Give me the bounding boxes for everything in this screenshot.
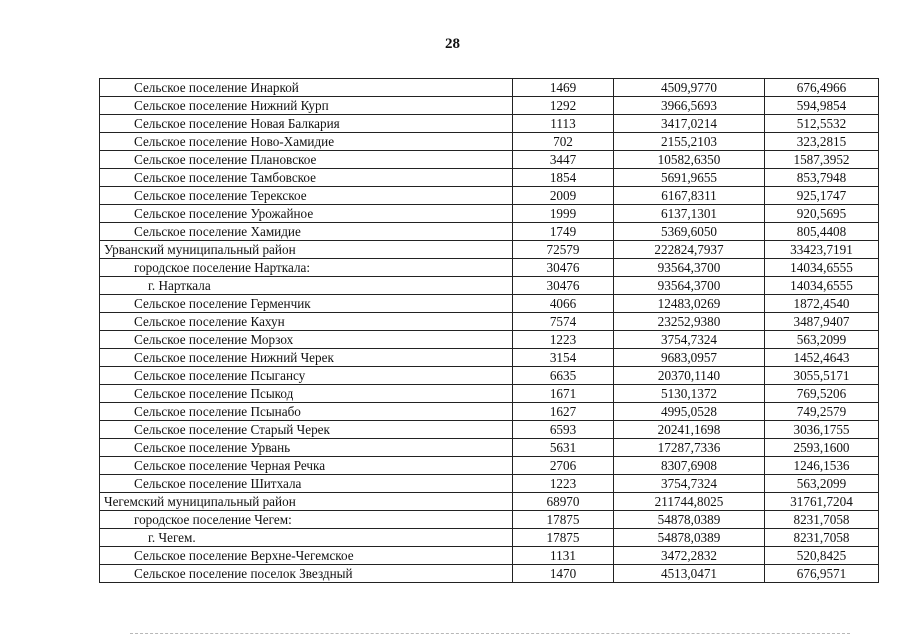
row-value-1-cell: 4513,0471 — [614, 565, 765, 583]
table-row — [100, 421, 879, 439]
table-row — [100, 331, 879, 349]
row-value-2-cell: 520,8425 — [765, 547, 879, 565]
row-value-1-cell: 54878,0389 — [614, 511, 765, 529]
row-name-cell: Сельское поселение Шитхала — [100, 475, 513, 493]
row-name-cell: Сельское поселение Псыкод — [100, 385, 513, 403]
table-row — [100, 385, 879, 403]
row-value-1-cell: 5691,9655 — [614, 169, 765, 187]
row-value-2-cell: 1452,4643 — [765, 349, 879, 367]
allocation-table — [99, 78, 879, 583]
row-value-1-cell: 211744,8025 — [614, 493, 765, 511]
row-name-cell: г. Нарткала — [100, 277, 513, 295]
row-value-2-cell: 676,9571 — [765, 565, 879, 583]
row-name-cell: Сельское поселение Инаркой — [100, 79, 513, 97]
row-population-cell: 1671 — [513, 385, 614, 403]
table-row — [100, 169, 879, 187]
row-population-cell: 17875 — [513, 511, 614, 529]
row-value-2-cell: 920,5695 — [765, 205, 879, 223]
row-value-1-cell: 4995,0528 — [614, 403, 765, 421]
row-value-1-cell: 6137,1301 — [614, 205, 765, 223]
row-name-cell: Чегемский муниципальный район — [100, 493, 513, 511]
row-value-2-cell: 8231,7058 — [765, 529, 879, 547]
row-name-cell: Сельское поселение Урвань — [100, 439, 513, 457]
row-value-2-cell: 563,2099 — [765, 475, 879, 493]
table-row — [100, 565, 879, 583]
row-population-cell: 72579 — [513, 241, 614, 259]
row-value-2-cell: 512,5532 — [765, 115, 879, 133]
table-row — [100, 547, 879, 565]
row-value-1-cell: 3754,7324 — [614, 331, 765, 349]
row-population-cell: 702 — [513, 133, 614, 151]
row-name-cell: Сельское поселение Нижний Черек — [100, 349, 513, 367]
row-name-cell: Сельское поселение Верхне-Чегемское — [100, 547, 513, 565]
table-row — [100, 511, 879, 529]
row-value-2-cell: 323,2815 — [765, 133, 879, 151]
row-value-2-cell: 594,9854 — [765, 97, 879, 115]
row-value-2-cell: 3055,5171 — [765, 367, 879, 385]
row-population-cell: 3154 — [513, 349, 614, 367]
row-value-1-cell: 23252,9380 — [614, 313, 765, 331]
row-value-2-cell: 8231,7058 — [765, 511, 879, 529]
row-population-cell: 3447 — [513, 151, 614, 169]
row-population-cell: 1470 — [513, 565, 614, 583]
table-row — [100, 79, 879, 97]
row-value-2-cell: 925,1747 — [765, 187, 879, 205]
table-row — [100, 493, 879, 511]
row-name-cell: Сельское поселение Морзох — [100, 331, 513, 349]
row-name-cell: городское поселение Чегем: — [100, 511, 513, 529]
row-population-cell: 7574 — [513, 313, 614, 331]
table-row — [100, 457, 879, 475]
row-population-cell: 2009 — [513, 187, 614, 205]
row-value-1-cell: 17287,7336 — [614, 439, 765, 457]
table-row — [100, 349, 879, 367]
row-value-2-cell: 563,2099 — [765, 331, 879, 349]
table-row — [100, 403, 879, 421]
row-population-cell: 1469 — [513, 79, 614, 97]
row-name-cell: Сельское поселение Черная Речка — [100, 457, 513, 475]
row-name-cell: Сельское поселение Кахун — [100, 313, 513, 331]
row-value-2-cell: 1872,4540 — [765, 295, 879, 313]
row-name-cell: Сельское поселение Нижний Курп — [100, 97, 513, 115]
row-name-cell: Сельское поселение Новая Балкария — [100, 115, 513, 133]
row-value-1-cell: 6167,8311 — [614, 187, 765, 205]
row-value-2-cell: 3487,9407 — [765, 313, 879, 331]
row-value-1-cell: 10582,6350 — [614, 151, 765, 169]
row-value-2-cell: 676,4966 — [765, 79, 879, 97]
row-value-2-cell: 853,7948 — [765, 169, 879, 187]
row-population-cell: 17875 — [513, 529, 614, 547]
row-population-cell: 5631 — [513, 439, 614, 457]
row-value-1-cell: 5130,1372 — [614, 385, 765, 403]
row-value-2-cell: 2593,1600 — [765, 439, 879, 457]
table-row — [100, 151, 879, 169]
row-population-cell: 1223 — [513, 331, 614, 349]
row-value-1-cell: 93564,3700 — [614, 277, 765, 295]
row-name-cell: Сельское поселение Тамбовское — [100, 169, 513, 187]
row-name-cell: г. Чегем. — [100, 529, 513, 547]
table-row — [100, 259, 879, 277]
row-name-cell: Сельское поселение Плановское — [100, 151, 513, 169]
row-population-cell: 30476 — [513, 259, 614, 277]
row-value-1-cell: 222824,7937 — [614, 241, 765, 259]
row-name-cell: Сельское поселение Псыгансу — [100, 367, 513, 385]
row-value-2-cell: 33423,7191 — [765, 241, 879, 259]
row-population-cell: 6593 — [513, 421, 614, 439]
table-row — [100, 223, 879, 241]
row-name-cell: Сельское поселение Ново-Хамидие — [100, 133, 513, 151]
row-value-1-cell: 20370,1140 — [614, 367, 765, 385]
row-population-cell: 6635 — [513, 367, 614, 385]
row-value-1-cell: 20241,1698 — [614, 421, 765, 439]
row-value-1-cell: 12483,0269 — [614, 295, 765, 313]
row-name-cell: Сельское поселение поселок Звездный — [100, 565, 513, 583]
row-population-cell: 1131 — [513, 547, 614, 565]
row-name-cell: Сельское поселение Хамидие — [100, 223, 513, 241]
row-name-cell: Сельское поселение Старый Черек — [100, 421, 513, 439]
row-value-2-cell: 14034,6555 — [765, 277, 879, 295]
row-value-1-cell: 5369,6050 — [614, 223, 765, 241]
row-value-1-cell: 2155,2103 — [614, 133, 765, 151]
table-row — [100, 439, 879, 457]
row-population-cell: 2706 — [513, 457, 614, 475]
row-value-1-cell: 54878,0389 — [614, 529, 765, 547]
row-population-cell: 1999 — [513, 205, 614, 223]
row-population-cell: 1292 — [513, 97, 614, 115]
row-value-1-cell: 4509,9770 — [614, 79, 765, 97]
table-row — [100, 367, 879, 385]
row-value-1-cell: 8307,6908 — [614, 457, 765, 475]
table-row — [100, 133, 879, 151]
row-population-cell: 1627 — [513, 403, 614, 421]
table-row — [100, 97, 879, 115]
row-value-2-cell: 749,2579 — [765, 403, 879, 421]
row-value-1-cell: 3417,0214 — [614, 115, 765, 133]
row-name-cell: Сельское поселение Герменчик — [100, 295, 513, 313]
scan-artifact-line — [130, 633, 850, 637]
row-population-cell: 30476 — [513, 277, 614, 295]
row-value-2-cell: 769,5206 — [765, 385, 879, 403]
row-value-2-cell: 14034,6555 — [765, 259, 879, 277]
row-value-1-cell: 9683,0957 — [614, 349, 765, 367]
row-value-2-cell: 31761,7204 — [765, 493, 879, 511]
row-name-cell: Урванский муниципальный район — [100, 241, 513, 259]
table-row — [100, 187, 879, 205]
table-row — [100, 295, 879, 313]
table-row — [100, 205, 879, 223]
row-population-cell: 1854 — [513, 169, 614, 187]
row-population-cell: 4066 — [513, 295, 614, 313]
table-row — [100, 241, 879, 259]
row-population-cell: 1223 — [513, 475, 614, 493]
row-value-1-cell: 93564,3700 — [614, 259, 765, 277]
table-row — [100, 115, 879, 133]
page-number: 28 — [445, 36, 460, 52]
row-name-cell: Сельское поселение Терекское — [100, 187, 513, 205]
row-value-1-cell: 3472,2832 — [614, 547, 765, 565]
row-name-cell: Сельское поселение Псынабо — [100, 403, 513, 421]
row-value-2-cell: 1587,3952 — [765, 151, 879, 169]
table-row — [100, 475, 879, 493]
table-row — [100, 313, 879, 331]
row-population-cell: 68970 — [513, 493, 614, 511]
table-body — [100, 79, 879, 583]
row-name-cell: городское поселение Нарткала: — [100, 259, 513, 277]
row-value-2-cell: 1246,1536 — [765, 457, 879, 475]
row-value-2-cell: 805,4408 — [765, 223, 879, 241]
table-row — [100, 277, 879, 295]
table-row — [100, 529, 879, 547]
row-population-cell: 1749 — [513, 223, 614, 241]
row-name-cell: Сельское поселение Урожайное — [100, 205, 513, 223]
row-population-cell: 1113 — [513, 115, 614, 133]
row-value-1-cell: 3754,7324 — [614, 475, 765, 493]
row-value-2-cell: 3036,1755 — [765, 421, 879, 439]
row-value-1-cell: 3966,5693 — [614, 97, 765, 115]
